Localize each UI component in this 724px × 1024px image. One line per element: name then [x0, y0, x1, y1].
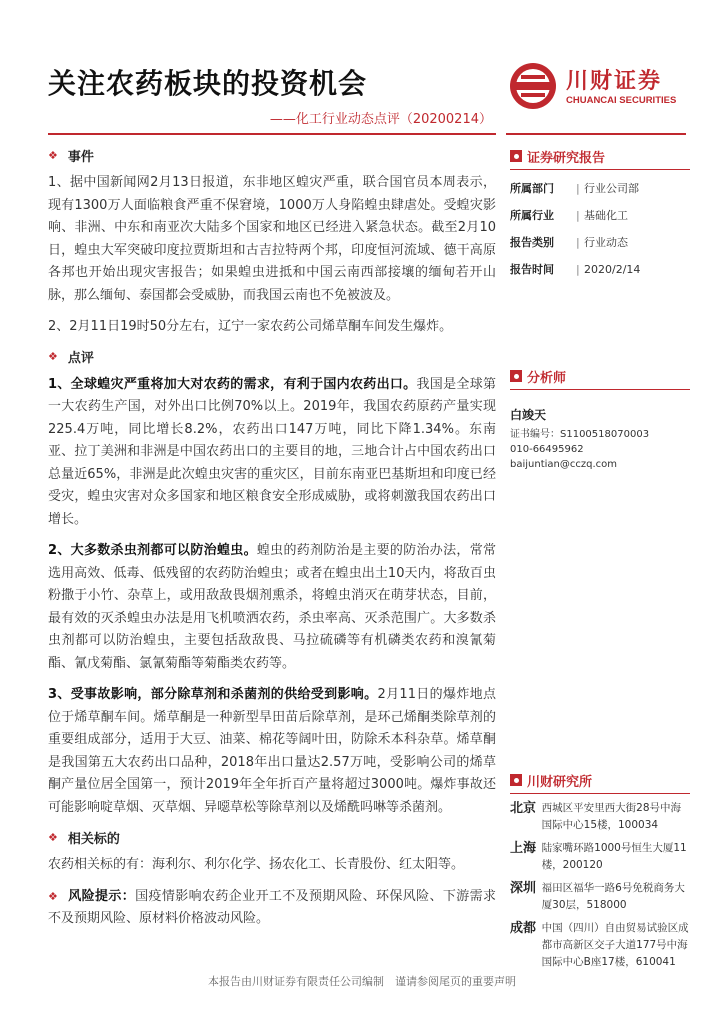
company-logo-icon — [508, 61, 558, 111]
sidebar-divider — [510, 389, 690, 390]
office-shanghai: 上海 陆家嘴环路1000号恒生大厦11楼，200120 — [510, 841, 687, 871]
risk-paragraph: ❖ 风险提示：国疫情影响农药企业开工不及预期风险、环保风险、下游需求不及预期风险、原材料价格波动风险。 — [48, 888, 496, 926]
sidebar-divider — [510, 793, 690, 794]
info-row-department: 所属部门 | 行业公司部 — [510, 182, 639, 195]
analyst-cert: 证书编号：S1100518070003 — [510, 429, 650, 440]
diamond-bullet-icon: ❖ — [48, 889, 59, 903]
analyst-heading: 分析师 — [510, 366, 690, 386]
section-heading-targets: ❖ 相关标的 — [48, 830, 120, 847]
event-paragraph-1: 1、据中国新闻网2月13日报道，东非地区蝗灾严重，联合国官员本周表示，现有1300万人面临粮食严重不保窘境，1000万人身陷蝗虫肆虐处。受蝗灾影响、非洲、中东和南亚次大陆多个国家和地区已经进入紧急状态。截至2月10日，蝗虫大军突破印度拉贾斯坦和古吉拉特两个邦，印度恒河流域、德干高原各邦也开始出现灾害报告；如果蝗虫进抵和中国云南西部接壤的缅甸若开山脉，那么缅甸、泰国都会受威胁，而我国云南也不免被波及。 — [48, 175, 496, 303]
info-row-category: 报告类别 | 行业动态 — [510, 236, 628, 249]
info-row-industry: 所属行业 | 基础化工 — [510, 209, 628, 222]
info-row-date: 报告时间 | 2020/2/14 — [510, 263, 641, 276]
report-title: 关注农药板块的投资机会 — [48, 67, 368, 100]
footer-disclaimer: 本报告由川财证券有限责任公司编制 谨请参阅尾页的重要声明 — [208, 975, 516, 988]
office-shenzhen: 深圳 福田区福华一路6号免税商务大厦30层，518000 — [510, 881, 685, 911]
comment-paragraph-2: 2、大多数杀虫剂都可以防治蝗虫。蝗虫的药剂防治是主要的防治办法，常常选用高效、低毒、低残留的农药防治蝗虫；或者在蝗虫出土10天内，将敌百虫粉撒于小竹、杂草上，或用敌敌畏烟剂熏杀，将蝗虫消灭在萌芽状态，目前，最有效的灭杀蝗虫办法是用飞机喷洒农药，杀虫率高、灭杀范围广。大多数杀虫剂都可以防治蝗虫，主要包括敌敌畏、马拉硫磷等有机磷类农药和溴氰菊酯、氰戊菊酯、氯氰菊酯等菊酯类农药等。 — [48, 543, 496, 671]
diamond-bullet-icon: ❖ — [48, 830, 58, 844]
company-name-en: CHUANCAI SECURITIES — [566, 95, 677, 106]
analyst-phone: 010-66495962 — [510, 444, 584, 455]
analyst-name: 白竣天 — [510, 408, 547, 422]
sidebar — [510, 146, 690, 971]
section-heading-event: ❖ 事件 — [48, 148, 94, 165]
header-divider — [48, 133, 496, 135]
section-heading-comment: ❖ 点评 — [48, 350, 94, 366]
office-chengdu: 成都 中国（四川）自由贸易试验区成都市高新区交子大道177号中海国际中心B座17楼，610041 — [510, 921, 689, 968]
office-beijing: 北京 西城区平安里西大街28号中海国际中心15楼，100034 — [510, 801, 682, 831]
sidebar-divider — [510, 169, 690, 170]
report-icon — [510, 150, 522, 162]
company-name-cn: 川财证券 — [566, 69, 663, 94]
diamond-bullet-icon: ❖ — [48, 148, 58, 162]
header-divider-right — [506, 133, 686, 135]
targets-paragraph: 农药相关标的有：海利尔、利尔化学、扬农化工、长青股份、红太阳等。 — [48, 857, 465, 872]
diamond-bullet-icon: ❖ — [48, 350, 58, 363]
main-content — [48, 146, 496, 940]
analyst-icon — [510, 370, 522, 382]
institute-icon — [510, 774, 522, 786]
comment-paragraph-3: 3、受事故影响，部分除草剂和杀菌剂的供给受到影响。2月11日的爆炸地点位于烯草酮车间。烯草酮是一种新型旱田苗后除草剂，是环己烯酮类除草剂的重要组成部分，适用于大豆、油菜、棉花等阔叶田，防除禾本科杂草。烯草酮是我国第五大农药出口品种，2018年出口量达2.57万吨，受影响公司的烯草酮产量位居全国第一，预计2019年全年折百产量将超过3000吨。爆炸事故还可能影响啶草烟、灭草烟、异噁草松等除草剂以及烯酰吗啉等杀菌剂。 — [48, 687, 496, 815]
comment-paragraph-1: 1、全球蝗灾严重将加大对农药的需求，有利于国内农药出口。我国是全球第一大农药生产国，对外出口比例70%以上。2019年，我国农药原药产量实现225.4万吨，同比增长8.2%，农药出口147万吨，同比下降1.34%。东南亚、拉丁美洲和非洲是中国农药出口的主要目的地，三地合计占中国农药出口总量近65%，非洲是此次蝗虫灾害的重灾区，目前东南亚巴基斯坦和印度已经受灾，蝗虫灾害对众多国家和地区粮食安全形成威胁，或将刺激我国农药出口增长。 — [48, 376, 496, 527]
institute-heading: 川财研究所 — [510, 770, 690, 790]
report-subtitle: ——化工行业动态点评（20200214） — [269, 112, 492, 127]
report-heading: 证券研究报告 — [510, 146, 690, 166]
event-paragraph-2: 2、2月11日19时50分左右，辽宁一家农药公司烯草酮车间发生爆炸。 — [48, 319, 453, 334]
analyst-email[interactable]: baijuntian@cczq.com — [510, 459, 618, 470]
